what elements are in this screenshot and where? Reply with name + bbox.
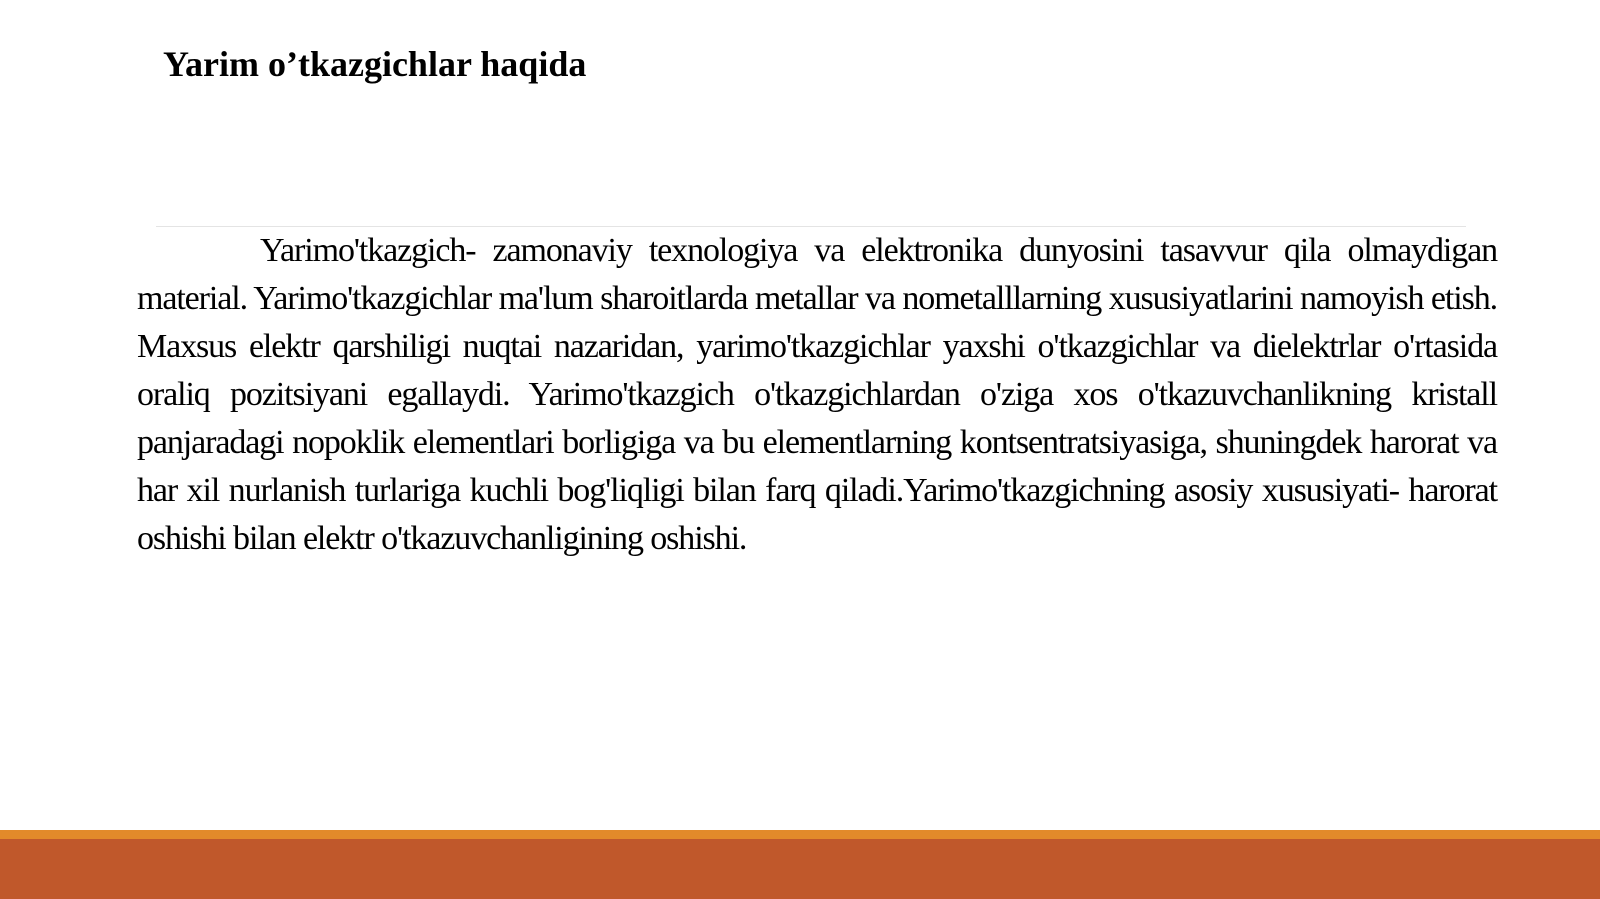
footer-bar (0, 839, 1600, 899)
footer-accent-stripe (0, 830, 1600, 839)
slide-title: Yarim o’tkazgichlar haqida (163, 44, 587, 84)
slide-body-text: Yarimo'tkazgich- zamonaviy texnologiya va elektronika dunyosini tasavvur qila olmaydigan material. Yarimo'tkazgichlar ma'lum sharoitlarda metallar va nometalllarning xususiyatlarini namoyish etish. Maxsus elektr qarshiligi nuqtai nazaridan, yarimo'tkazgichlar yaxshi o'tkazgichlar va dielektrlar o'rtasida oraliq pozitsiyani egallaydi. Yarimo'tkazgich o'tkazgichlardan o'ziga xos o'tkazuvchanlikning kristall panjaradagi nopoklik elementlari borligiga va bu elementlarning kontsentratsiyasiga, shuningdek harorat va har xil nurlanish turlariga kuchli bog'liqligi bilan farq qiladi.Yarimo'tkazgichning asosiy xususiyati- harorat oshishi bilan elektr o'tkazuvchanligining oshishi. (137, 232, 1497, 557)
